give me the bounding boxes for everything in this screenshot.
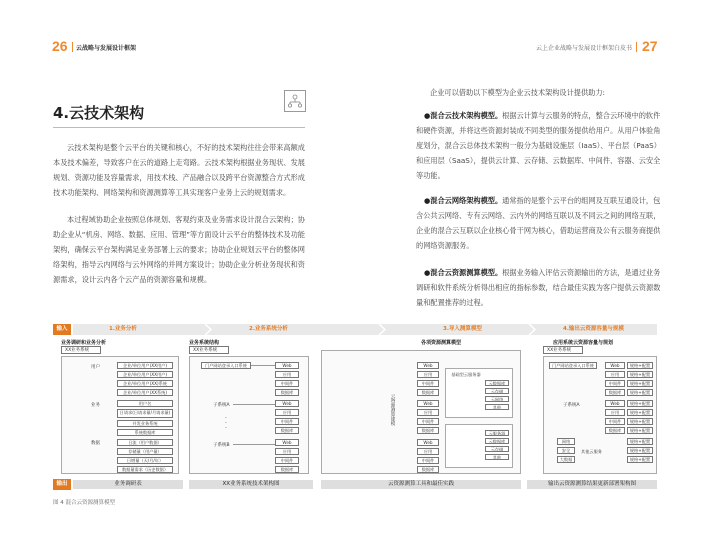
col3-node-1: Web [417,362,439,369]
output-2: XX业务系统技术架构图 [189,480,313,489]
col2-connector-a [251,365,275,366]
section-label-1: 业务调研和业务分析 [61,340,107,346]
output-1: 业务调研表 [73,480,183,489]
bullet-resource-model: ●混合云资源测算模型。根据业务输入评估云资源输出的方法，是通过业务调研和软件系统分析得出相应的指标参数，结合最佳实践为客户提供云资源数量和配置推荐的过程。 [416,268,661,307]
phase-4: 4.输出云资源容量与规模 [563,326,624,332]
col4-cell-19: 规格+配置 [627,456,653,463]
col1-item-6: 日请求(日请求量/月请求量) [117,409,173,418]
col2-sub-label-b: 子系统B [213,443,230,448]
figure-caption: 图 4 混合云资源测算模型 [53,500,115,506]
col1-item-10: 存储量（用户量） [117,448,173,455]
paragraph-2: 本过程域协助企业按照总体规划、客观约束及业务需求设计混合云架构；协助企业从“机房、网络、数据、应用、管理”等方面设计云平台的整体技术及功能架构，确保云平台架构满足业务部署上云的要求；协助企业规划云平台的整体网络架构，指导云内网络与云外网络的并网方案设计；协助企业分析业务现状和资源需求，设计云内各个云产品的资源容量和规模。 [53,215,305,284]
title-underline [53,127,305,128]
col4-cell-8: 规格+配置 [627,389,653,396]
section-label-2: 业务系统结构 [189,340,220,346]
col4-cell-1: Web [605,362,625,369]
col3-model-4: 云网络 [485,396,509,402]
col2-node-5: Web [275,400,299,407]
col1-item-2: 企业/单位用户(XX用户) [117,371,173,378]
output-4: 输出云资源测算结果更新部署架构图 [527,480,657,489]
col1-item-1: 企业/单位用户(XX用户) [117,362,173,369]
col3-model-b-4: 其他 [485,454,509,460]
col3-model-1: 基础型云服务器 [451,372,481,377]
col3-node-6: 应用 [417,409,439,416]
intro-text: 企业可以借助以下模型为企业云技术架构设计提供助力: [430,88,605,97]
phase-3: 3.导入测算模型 [443,326,482,332]
col2-node-10: 应用 [275,448,299,455]
col3-node-5: Web [417,400,439,407]
col4-app-label: 门户网站登录入口系统 [549,362,597,369]
col2-node-4: 数据库 [275,389,299,396]
col2-node-6: 应用 [275,409,299,416]
col1-item-8: 系统数据库 [117,429,173,436]
hierarchy-icon [284,90,306,112]
col1-item-4: 企业/单位用户(XX系统) [117,389,173,396]
col1-item-9: 日流（用户数据） [117,439,173,446]
col4-cell-7: 数据库 [605,389,625,396]
col2-ellipsis: · · · [225,415,227,432]
col4-sub-label: 子系统A [563,403,580,408]
col2-node-3: 中间件 [275,380,299,387]
section-label-4: 应用系统云资源容量与规划 [553,340,614,346]
col3-node-7: 中间件 [417,418,439,425]
bullet-network-architecture: ●混合云网络架构模型。通常指的是整个云平台的组网及互联互通设计，包含公共云网络、专有云网络、云内外的网络互联以及不同云之间的网络互联，企业的混合云互联以企业核心骨干网为核心，借助运营商及公有云服务商提供的网络资源服务。 [416,196,661,250]
col2-node-9: Web [275,439,299,446]
col1-item-12: 数据量需求（历史数据） [117,466,173,473]
header-divider-right [636,42,637,52]
col2-node-1: Web [275,362,299,369]
output-tag: 输出 [53,479,71,490]
col4-left-node-3: 大数据 [557,456,575,463]
header-divider-left [72,42,73,52]
col4-cell-10: 规格+配置 [627,400,653,407]
col2-app-label: 门户网站登录入口系统 [201,362,251,369]
col4-cell-5: 中间件 [605,380,625,387]
col2-sub-label-a: 子系统A [213,403,230,408]
col4-cell-12: 规格+配置 [627,409,653,416]
col3-node-11: 中间件 [417,457,439,464]
col4-cell-16: 规格+配置 [627,427,653,434]
col3-model-5: 其他 [485,404,509,410]
phase-1: 1.业务分析 [109,326,137,332]
col3-node-8: 数据库 [417,427,439,434]
left-page-number: 26 [52,38,68,54]
col4-cell-14: 规格+配置 [627,418,653,425]
col3-model-b-3: 云存储 [485,446,509,452]
col2-node-8: 数据库 [275,427,299,434]
col4-cell-4: 规格+配置 [627,371,653,378]
col2-node-12: 数据库 [275,466,299,473]
resource-model-diagram [53,324,657,494]
input-tag: 输入 [53,324,71,335]
role-user: 用户 [91,365,100,370]
col1-item-5: 用户名 [117,400,173,407]
bullet-tech-architecture: ●混合云技术架构模型。根据云计算与云服务的特点，整合云环境中的软件和硬件资源，并将这些资源封装成不同类型的服务提供给用户。从用户体验角度划分，混合云总体技术架构一般分为基础设施层（IaaS）、平台层（PaaS）和应用层（SaaS），提供云计算、云存储、云数据库、中间件、容器、云安全等功能。 [416,111,661,180]
phase-2: 2.业务系统分析 [249,326,288,332]
col3-side-label: 云资源测算建模 [390,394,395,426]
col1-item-11: 日增量（天/月/年） [117,457,173,464]
paragraph-1: 云技术架构是整个云平台的关键和核心，不好的技术架构往往会带来高额成本及技术偏差，导致客户在云的道路上走弯路。云技术架构根据业务现状、发展规划、资源功能及容量需求，用技术栈、产品融合以及跨平台资源整合方式形成技术功能架构、网络架构和资源测算等工具实现客户业务上云的规划需求。 [53,143,305,197]
col1-item-7: 并发业务系统 [117,420,173,427]
col3-node-4: 数据库 [417,389,439,396]
section-label-3: 各项资源测算模型 [421,340,462,346]
col4-left-node-2: 安全 [557,447,575,454]
role-data: 数据 [91,441,100,446]
col4-svc-label: 其他云服务 [581,449,602,454]
col4-left-node-1: 网络 [557,438,575,445]
right-page-number: 27 [642,38,658,54]
col4-cell-11: 应用 [605,409,625,416]
left-header-title: 云战略与发展设计框架 [76,45,137,52]
col3-model-b-2: 云数据库 [485,438,509,444]
section-title: 4.云技术架构 [53,104,145,122]
col3-node-9: Web [417,439,439,446]
col3-node-10: 应用 [417,448,439,455]
role-business: 业务 [91,403,100,408]
col4-cell-13: 中间件 [605,418,625,425]
col3-model-2: 云数据库 [485,380,509,386]
right-header-title: 云上企业战略与发展设计框架白皮书 [536,45,633,52]
system-label-4: XX业务系统 [543,346,583,354]
col4-cell-3: 应用 [605,371,625,378]
col1-item-3: 企业/单位用户(XX)系统 [117,380,173,387]
col4-cell-15: 数据库 [605,427,625,434]
col2-node-2: 应用 [275,371,299,378]
col3-node-3: 中间件 [417,380,439,387]
system-label-2: XX业务系统 [189,346,229,354]
col2-connector-c [233,444,275,445]
col4-cell-2: 规格+配置 [627,362,653,369]
col3-model-b-1: 云服务器 [485,430,509,436]
phase-chevrons [53,324,657,335]
col2-connector-b [233,404,275,405]
col4-cell-17: 规格+配置 [627,438,653,445]
col3-node-12: 数据库 [417,466,439,473]
output-3: 云资源测算工具和最佳实践 [321,480,521,489]
col3-node-2: 应用 [417,371,439,378]
col4-cell-9: Web [605,400,625,407]
col4-cell-6: 规格+配置 [627,380,653,387]
col3-model-3: 云存储 [485,388,509,394]
col2-node-7: 中间件 [275,418,299,425]
col4-cell-18: 规格+配置 [627,447,653,454]
system-label-1: XX业务系统 [61,346,101,354]
col2-node-11: 中间件 [275,457,299,464]
